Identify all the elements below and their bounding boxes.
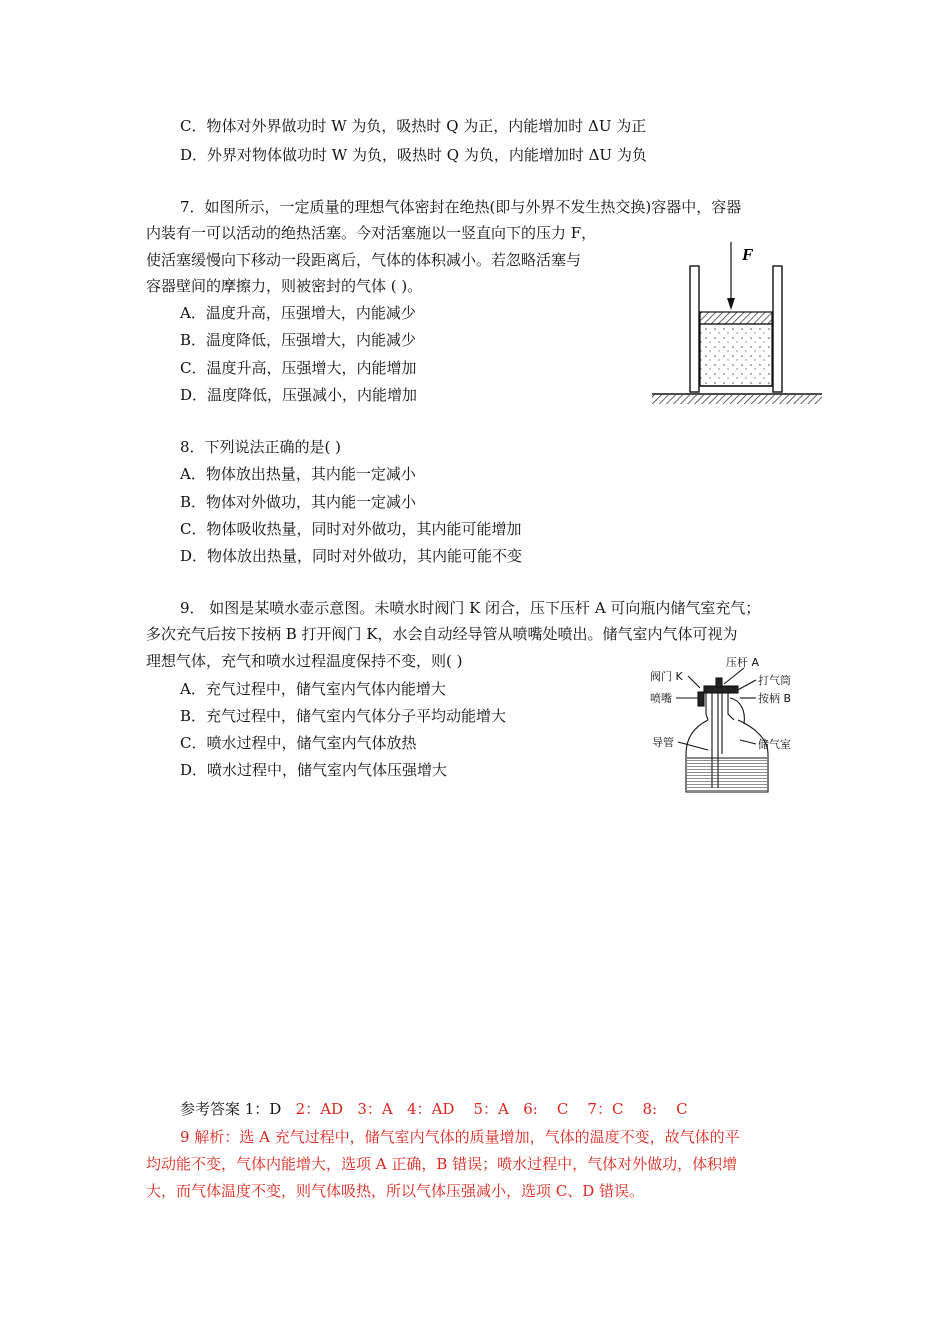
q9-analysis-line1: 9 解析：选 A 充气过程中，储气室内气体的质量增加，气体的温度不变，故气体的平 (180, 1128, 740, 1146)
q9-analysis-line2: 均动能不变，气体内能增大，选项 A 正确，B 错误；喷水过程中，气体对外做功，体积增 (146, 1155, 738, 1173)
q7-stem-line1: 7．如图所示，一定质量的理想气体密封在绝热(即与外界不发生热交换)容器中，容器 (180, 198, 742, 216)
label-nozzle: 喷嘴 (650, 692, 672, 705)
q8-option-c: C．物体吸收热量，同时对外做功，其内能可能增加 (180, 520, 522, 538)
q9-stem-line2: 多次充气后按下按柄 B 打开阀门 K，水会自动经导管从喷嘴处喷出。储气室内气体可视为 (146, 625, 738, 643)
label-valve: 阀门 K (650, 670, 683, 683)
ground (652, 395, 822, 404)
q7-stem-line4: 容器壁间的摩擦力，则被密封的气体 ( )。 (146, 277, 423, 295)
q7-option-a: A．温度升高，压强增大，内能减少 (180, 304, 416, 322)
q8-option-a: A．物体放出热量，其内能一定减小 (180, 465, 416, 483)
water-region (687, 758, 767, 791)
q6-option-d: D．外界对物体做功时 W 为负，吸热时 Q 为负，内能增加时 ΔU 为负 (180, 146, 647, 164)
q8-stem: 8．下列说法正确的是( ) (180, 438, 342, 456)
q9-option-b: B．充气过程中，储气室内气体分子平均动能增大 (180, 707, 507, 725)
piston-container-figure (650, 236, 825, 414)
q7-stem-line3: 使活塞缓慢向下移动一段距离后，气体的体积减小。若忽略活塞与 (146, 251, 582, 269)
q9-option-c: C．喷水过程中，储气室内气体放热 (180, 734, 417, 752)
answer-key-rest: 2：AD 3：A 4：AD 5：A 6: C 7：C 8: C (295, 1100, 688, 1118)
sprayer-figure (648, 654, 812, 798)
q7-option-d: D．温度降低，压强减小，内能增加 (180, 386, 418, 404)
q9-stem-line3: 理想气体，充气和喷水过程温度保持不变，则( ) (146, 652, 463, 670)
force-label: F (742, 245, 754, 264)
gas-region (700, 324, 772, 386)
label-handle: 按柄 B (758, 692, 792, 705)
answer-key (180, 1099, 688, 1119)
q9-option-d: D．喷水过程中，储气室内气体压强增大 (180, 761, 448, 779)
piston (700, 312, 772, 324)
q8-option-d: D．物体放出热量，同时对外做功，其内能可能不变 (180, 547, 523, 565)
q8-option-b: B．物体对外做功，其内能一定减小 (180, 493, 417, 511)
q7-option-b: B．温度降低，压强增大，内能减少 (180, 331, 417, 349)
q9-stem-line1: 9． 如图是某喷水壶示意图。未喷水时阀门 K 闭合，压下压杆 A 可向瓶内储气室充气； (180, 599, 761, 617)
label-tube: 导管 (652, 736, 674, 749)
q7-stem-line2: 内装有一可以活动的绝热活塞。今对活塞施以一竖直向下的压力 F， (146, 224, 597, 242)
label-pump: 打气筒 (758, 674, 791, 687)
q6-option-c: C．物体对外界做功时 W 为负，吸热时 Q 为正，内能增加时 ΔU 为正 (180, 117, 647, 135)
answer-key-prefix: 参考答案 1：D (180, 1100, 282, 1118)
q7-option-c: C．温度升高，压强增大，内能增加 (180, 359, 417, 377)
label-chamber: 储气室 (758, 738, 791, 751)
q9-analysis-line3: 大，而气体温度不变，则气体吸热，所以气体压强减小，选项 C、D 错误。 (146, 1182, 645, 1200)
label-press-rod: 压杆 A (726, 656, 760, 669)
q9-option-a: A．充气过程中，储气室内气体内能增大 (180, 680, 446, 698)
